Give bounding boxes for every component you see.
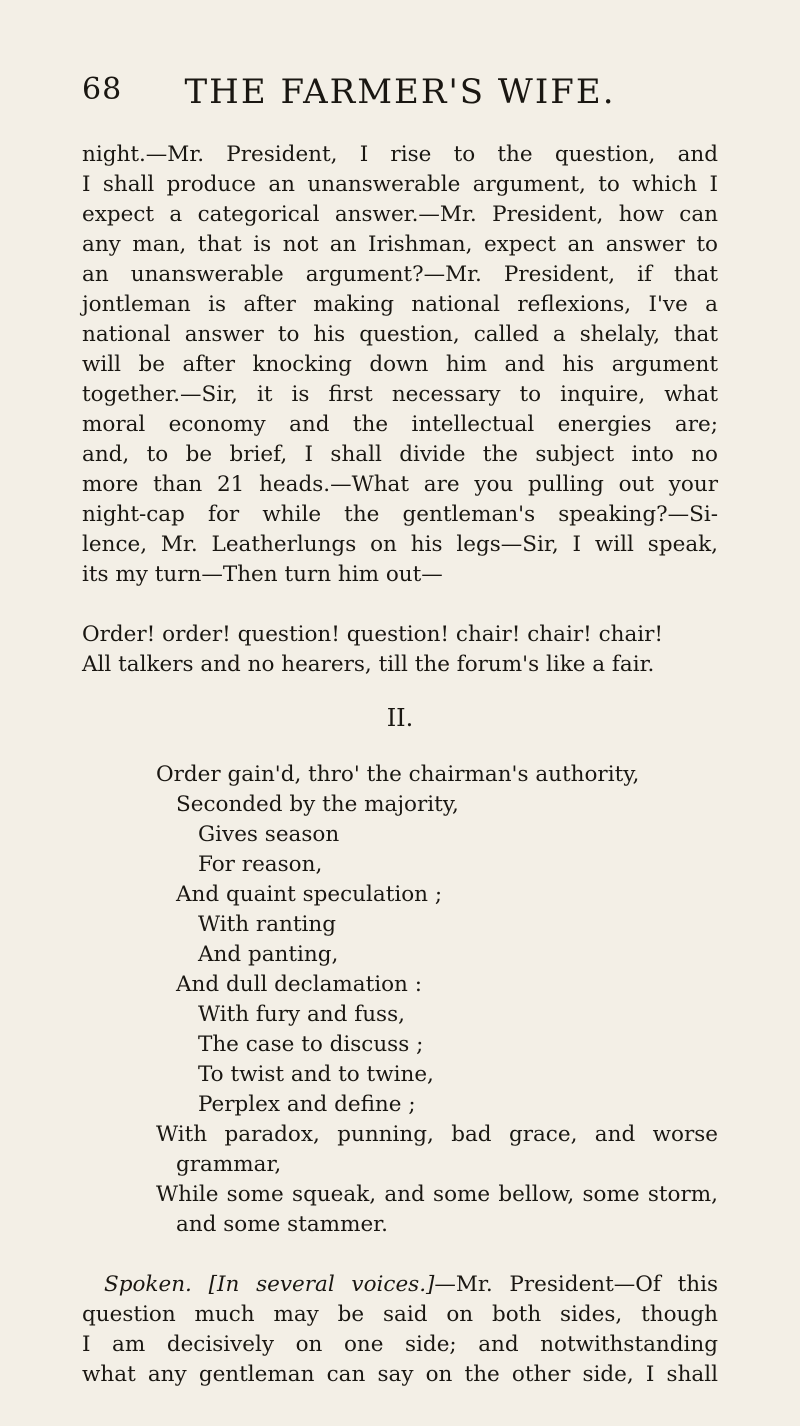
page-number: 68 bbox=[82, 72, 123, 107]
chorus-line: All talkers and no hearers, till the forum's like a fair. bbox=[82, 652, 655, 677]
text-line: jontleman is after making national reflexions, I've a bbox=[82, 292, 718, 317]
verse-line: Perplex and define ; bbox=[198, 1092, 416, 1117]
text-line: will be after knocking down him and his argument bbox=[82, 352, 718, 377]
verse-line: grammar, bbox=[176, 1152, 282, 1177]
verse-line: and some stammer. bbox=[176, 1212, 388, 1237]
verse-line: With paradox, punning, bad grace, and worse bbox=[156, 1122, 718, 1147]
stage-direction: [In several voices.] bbox=[208, 1272, 435, 1297]
verse-line: Seconded by the majority, bbox=[176, 792, 459, 817]
text-line: together.—Sir, it is first necessary to inquire, what bbox=[82, 382, 718, 407]
text-line: night-cap for while the gentleman's speaking?—Si- bbox=[82, 502, 718, 527]
text-line: its my turn—Then turn him out— bbox=[82, 562, 443, 587]
verse-line: For reason, bbox=[198, 852, 323, 877]
spoken-label: Spoken. bbox=[104, 1272, 192, 1297]
verse-line: Gives season bbox=[198, 822, 340, 847]
text-line: moral economy and the intellectual energies are; bbox=[82, 412, 718, 437]
text-line: what any gentleman can say on the other side, I shall bbox=[82, 1362, 718, 1387]
text-line: any man, that is not an Irishman, expect an answer to bbox=[82, 232, 718, 257]
verse-line: With fury and fuss, bbox=[198, 1002, 405, 1027]
text-line: I shall produce an unanswerable argument, to which I bbox=[82, 172, 718, 197]
spoken-first-line bbox=[104, 1274, 718, 1296]
text-line: and, to be brief, I shall divide the subject into no bbox=[82, 442, 718, 467]
chorus-line: Order! order! question! question! chair! chair! chair! bbox=[82, 622, 664, 647]
text-line: question much may be said on both sides, though bbox=[82, 1302, 718, 1327]
verse-line: And dull declamation : bbox=[176, 972, 422, 997]
text-line: expect a categorical answer.—Mr. President, how can bbox=[82, 202, 718, 227]
running-header bbox=[82, 72, 718, 124]
spoken-text: —Mr. President—Of this bbox=[434, 1272, 718, 1297]
verse-line: The case to discuss ; bbox=[198, 1032, 424, 1057]
verse-line: Order gain'd, thro' the chairman's authority, bbox=[156, 762, 640, 787]
text-line: night.—Mr. President, I rise to the question, and bbox=[82, 142, 718, 167]
verse-line: And quaint speculation ; bbox=[176, 882, 443, 907]
text-line: national answer to his question, called a shelaly, that bbox=[82, 322, 718, 347]
verse-line: With ranting bbox=[198, 912, 336, 937]
section-number: II. bbox=[386, 704, 414, 732]
verse-line: While some squeak, and some bellow, some storm, bbox=[156, 1182, 718, 1207]
text-line: lence, Mr. Leatherlungs on his legs—Sir, I will speak, bbox=[82, 532, 718, 557]
verse-line: And panting, bbox=[198, 942, 339, 967]
text-line: an unanswerable argument?—Mr. President, if that bbox=[82, 262, 718, 287]
text-line: more than 21 heads.—What are you pulling out your bbox=[82, 472, 718, 497]
running-title: THE FARMER'S WIFE. bbox=[184, 72, 616, 112]
verse-line: To twist and to twine, bbox=[198, 1062, 434, 1087]
text-line: I am decisively on one side; and notwithstanding bbox=[82, 1332, 718, 1357]
